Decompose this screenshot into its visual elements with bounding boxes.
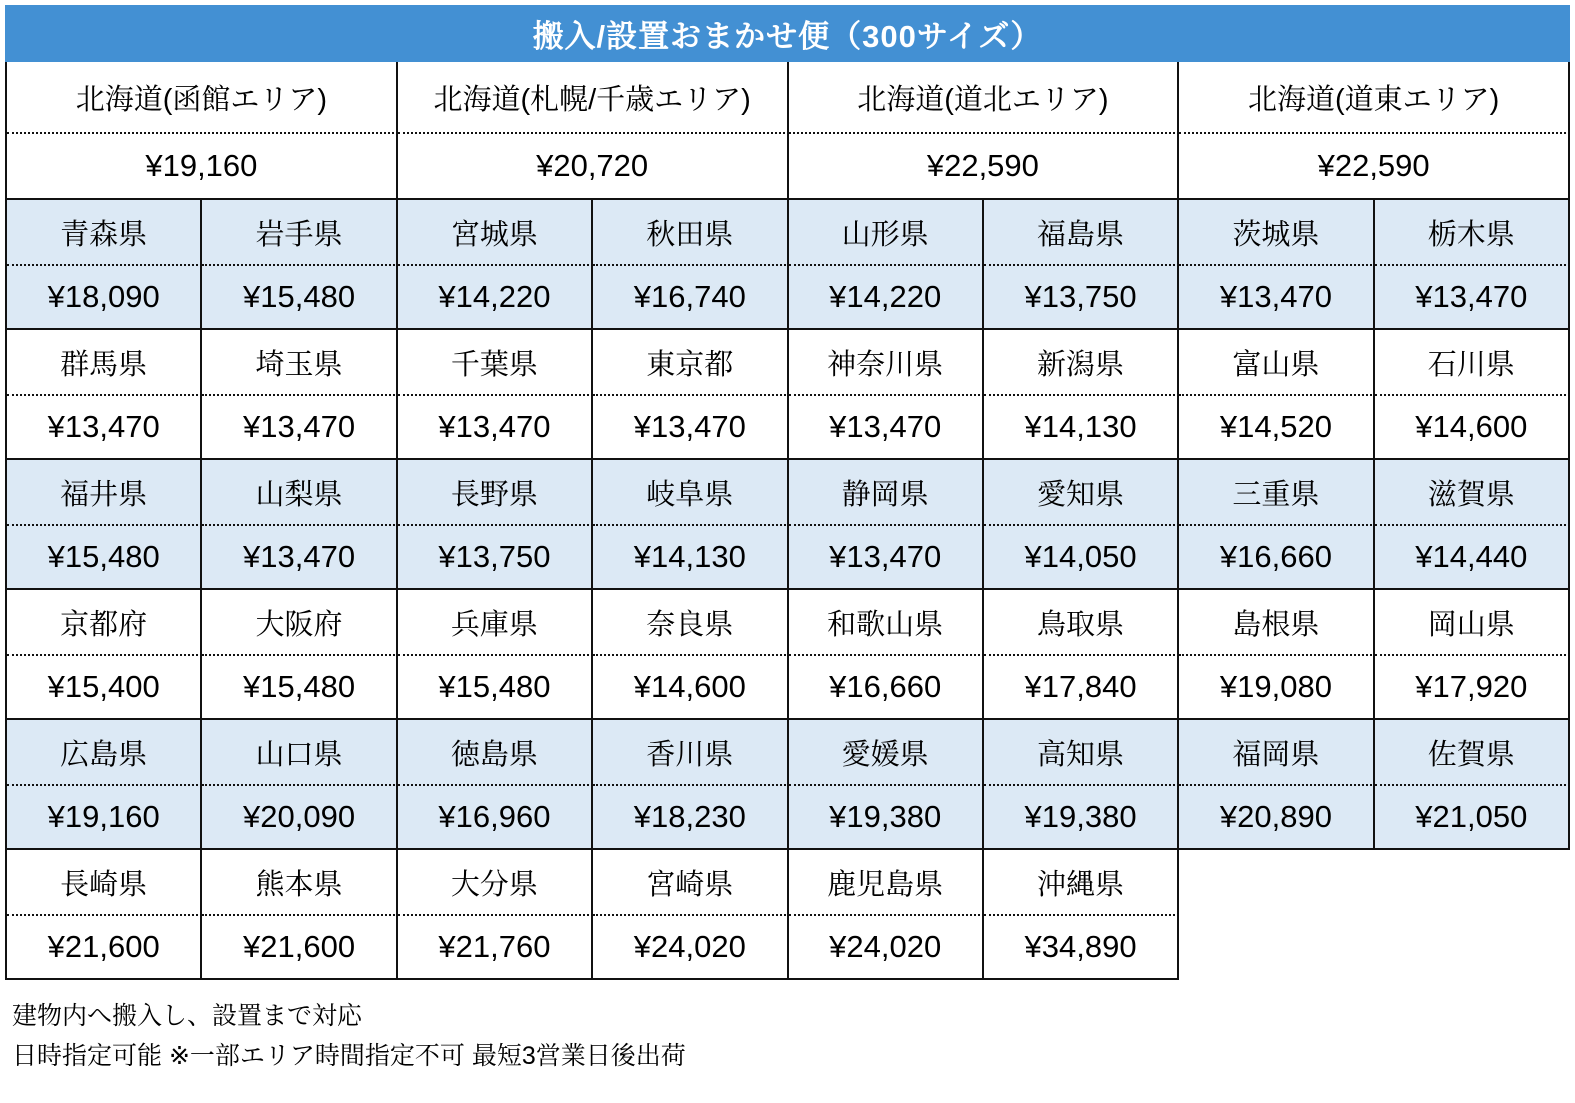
prefecture-section bbox=[5, 590, 1570, 720]
prefecture-section bbox=[5, 460, 1570, 590]
prefecture-price: ¥18,230 bbox=[593, 786, 788, 850]
hokkaido-section bbox=[5, 62, 1570, 200]
prefecture-name: 栃木県 bbox=[1375, 200, 1570, 266]
prefecture-name: 富山県 bbox=[1179, 330, 1374, 396]
prefecture-price: ¥19,160 bbox=[7, 786, 202, 850]
prefecture-section bbox=[5, 850, 1570, 980]
prefecture-price: ¥13,470 bbox=[1179, 266, 1374, 330]
prefecture-price: ¥13,470 bbox=[398, 396, 593, 460]
region-name: 北海道(道東エリア) bbox=[1179, 62, 1570, 134]
prefecture-price: ¥19,380 bbox=[789, 786, 984, 850]
prefecture-price: ¥14,050 bbox=[984, 526, 1179, 590]
prefecture-price: ¥24,020 bbox=[593, 916, 788, 980]
prefecture-name: 長崎県 bbox=[7, 850, 202, 916]
region-price: ¥22,590 bbox=[789, 134, 1180, 200]
prefecture-name: 愛媛県 bbox=[789, 720, 984, 786]
prefecture-name: 沖縄県 bbox=[984, 850, 1179, 916]
prefecture-price: ¥18,090 bbox=[7, 266, 202, 330]
prefecture-price: ¥14,600 bbox=[1375, 396, 1570, 460]
prefecture-name: 岡山県 bbox=[1375, 590, 1570, 656]
prefecture-name: 群馬県 bbox=[7, 330, 202, 396]
prefecture-price: ¥14,600 bbox=[593, 656, 788, 720]
prefecture-name: 熊本県 bbox=[202, 850, 397, 916]
prefecture-name: 香川県 bbox=[593, 720, 788, 786]
prefecture-price: ¥19,080 bbox=[1179, 656, 1374, 720]
prefecture-price: ¥15,480 bbox=[202, 266, 397, 330]
region-name: 北海道(札幌/千歳エリア) bbox=[398, 62, 789, 134]
prefecture-name: 福岡県 bbox=[1179, 720, 1374, 786]
prefecture-name: 兵庫県 bbox=[398, 590, 593, 656]
prefecture-name: 福井県 bbox=[7, 460, 202, 526]
prefecture-name: 石川県 bbox=[1375, 330, 1570, 396]
prefecture-name: 神奈川県 bbox=[789, 330, 984, 396]
prefecture-name: 京都府 bbox=[7, 590, 202, 656]
prefecture-name: 山梨県 bbox=[202, 460, 397, 526]
prefecture-name: 徳島県 bbox=[398, 720, 593, 786]
prefecture-price: ¥13,470 bbox=[202, 396, 397, 460]
prefecture-price: ¥21,760 bbox=[398, 916, 593, 980]
prefecture-price: ¥13,470 bbox=[7, 396, 202, 460]
prefecture-name: 滋賀県 bbox=[1375, 460, 1570, 526]
prefecture-price: ¥20,890 bbox=[1179, 786, 1374, 850]
prefecture-price: ¥13,470 bbox=[593, 396, 788, 460]
prefecture-name: 青森県 bbox=[7, 200, 202, 266]
prefecture-name: 鹿児島県 bbox=[789, 850, 984, 916]
prefecture-price: ¥21,600 bbox=[202, 916, 397, 980]
prefecture-price: ¥19,380 bbox=[984, 786, 1179, 850]
page-title: 搬入/設置おまかせ便（300サイズ） bbox=[5, 5, 1570, 62]
prefecture-price: ¥14,520 bbox=[1179, 396, 1374, 460]
prefecture-price: ¥14,220 bbox=[789, 266, 984, 330]
prefecture-name: 福島県 bbox=[984, 200, 1179, 266]
prefecture-name: 佐賀県 bbox=[1375, 720, 1570, 786]
empty-cell bbox=[1179, 916, 1374, 980]
prefecture-price: ¥13,470 bbox=[1375, 266, 1570, 330]
prefecture-price: ¥15,480 bbox=[7, 526, 202, 590]
prefecture-price: ¥15,400 bbox=[7, 656, 202, 720]
prefecture-price: ¥21,600 bbox=[7, 916, 202, 980]
prefecture-section bbox=[5, 330, 1570, 460]
prefecture-price: ¥21,050 bbox=[1375, 786, 1570, 850]
note-line: 建物内へ搬入し、設置まで対応 bbox=[12, 1002, 363, 1030]
prefecture-name: 大分県 bbox=[398, 850, 593, 916]
empty-cell bbox=[1179, 850, 1374, 916]
prefecture-price: ¥16,960 bbox=[398, 786, 593, 850]
prefecture-name: 埼玉県 bbox=[202, 330, 397, 396]
prefecture-price: ¥24,020 bbox=[789, 916, 984, 980]
prefecture-price: ¥14,130 bbox=[593, 526, 788, 590]
region-price: ¥19,160 bbox=[7, 134, 398, 200]
prefecture-price: ¥14,130 bbox=[984, 396, 1179, 460]
prefecture-name: 宮崎県 bbox=[593, 850, 788, 916]
prefecture-section bbox=[5, 720, 1570, 850]
footer-notes bbox=[0, 980, 1575, 1076]
prefecture-sections bbox=[5, 200, 1570, 980]
prefecture-name: 島根県 bbox=[1179, 590, 1374, 656]
empty-cell bbox=[1375, 850, 1570, 916]
prefecture-name: 山口県 bbox=[202, 720, 397, 786]
prefecture-price: ¥13,750 bbox=[984, 266, 1179, 330]
prefecture-price: ¥15,480 bbox=[202, 656, 397, 720]
prefecture-name: 高知県 bbox=[984, 720, 1179, 786]
prefecture-name: 三重県 bbox=[1179, 460, 1374, 526]
prefecture-price: ¥13,750 bbox=[398, 526, 593, 590]
prefecture-name: 宮城県 bbox=[398, 200, 593, 266]
region-price: ¥20,720 bbox=[398, 134, 789, 200]
prefecture-name: 静岡県 bbox=[789, 460, 984, 526]
prefecture-name: 岩手県 bbox=[202, 200, 397, 266]
prefecture-price: ¥17,840 bbox=[984, 656, 1179, 720]
prefecture-name: 茨城県 bbox=[1179, 200, 1374, 266]
empty-cell bbox=[1375, 916, 1570, 980]
prefecture-price: ¥13,470 bbox=[202, 526, 397, 590]
prefecture-name: 長野県 bbox=[398, 460, 593, 526]
prefecture-price: ¥13,470 bbox=[789, 396, 984, 460]
prefecture-name: 奈良県 bbox=[593, 590, 788, 656]
prefecture-name: 大阪府 bbox=[202, 590, 397, 656]
prefecture-name: 鳥取県 bbox=[984, 590, 1179, 656]
prefecture-name: 東京都 bbox=[593, 330, 788, 396]
prefecture-section bbox=[5, 200, 1570, 330]
prefecture-price: ¥34,890 bbox=[984, 916, 1179, 980]
region-price: ¥22,590 bbox=[1179, 134, 1570, 200]
prefecture-name: 岐阜県 bbox=[593, 460, 788, 526]
prefecture-name: 新潟県 bbox=[984, 330, 1179, 396]
prefecture-price: ¥15,480 bbox=[398, 656, 593, 720]
prefecture-name: 愛知県 bbox=[984, 460, 1179, 526]
note-line: 日時指定可能 ※一部エリア時間指定不可 最短3営業日後出荷 bbox=[12, 1042, 686, 1070]
prefecture-name: 和歌山県 bbox=[789, 590, 984, 656]
prefecture-name: 秋田県 bbox=[593, 200, 788, 266]
prefecture-name: 千葉県 bbox=[398, 330, 593, 396]
prefecture-price: ¥17,920 bbox=[1375, 656, 1570, 720]
prefecture-name: 山形県 bbox=[789, 200, 984, 266]
prefecture-price: ¥16,660 bbox=[789, 656, 984, 720]
region-name: 北海道(函館エリア) bbox=[7, 62, 398, 134]
prefecture-price: ¥20,090 bbox=[202, 786, 397, 850]
prefecture-price: ¥16,660 bbox=[1179, 526, 1374, 590]
prefecture-price: ¥13,470 bbox=[789, 526, 984, 590]
region-name: 北海道(道北エリア) bbox=[789, 62, 1180, 134]
prefecture-price: ¥14,440 bbox=[1375, 526, 1570, 590]
prefecture-price: ¥16,740 bbox=[593, 266, 788, 330]
prefecture-price: ¥14,220 bbox=[398, 266, 593, 330]
prefecture-name: 広島県 bbox=[7, 720, 202, 786]
